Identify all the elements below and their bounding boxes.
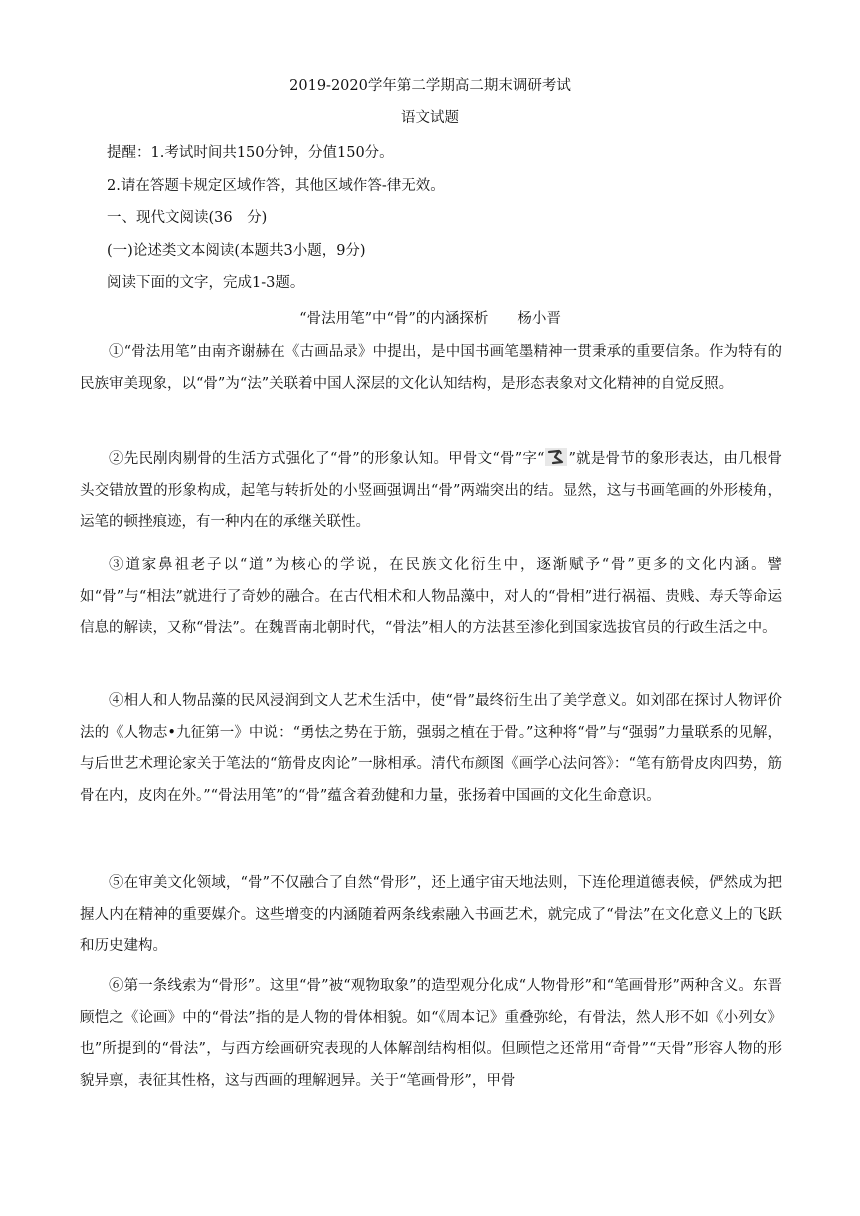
paragraph-2-part-2: ”就是骨节的象形表达，由几根骨头交错放置的形象构成，起笔与转折处的小竖画强调出“骨”两端突出的结。显然，这与书画笔画的外形棱角，运笔的顿挫痕迹，有一种内在的承继关联性。 [80, 451, 782, 530]
paragraph-2 [80, 444, 782, 539]
article-title: “骨法用笔”中“骨”的内涵探析 杨小晋 [299, 311, 561, 327]
exam-subtitle: 语文试题 [401, 110, 459, 126]
note-time: 提醒：1.考试时间共150分钟，分值150分。 [107, 145, 394, 161]
note-answer-area: 2.请在答题卡规定区域作答，其他区域作答-律无效。 [107, 178, 445, 194]
oracle-bone-glyph-icon [545, 448, 567, 466]
sub-section-heading: (一)论述类文本阅读(本题共3小题，9分) [107, 243, 366, 259]
reading-instruction: 阅读下面的文字，完成1-3题。 [107, 275, 305, 291]
paragraph-6: ⑥第一条线索为“骨形”。这里“骨”被“观物取象”的造型观分化成“人物骨形”和“笔画骨形”两种含义。东晋顾恺之《论画》中的“骨法”指的是人物的骨体相貌。如“《周本记》重叠弥纶，有骨法，然人形不如《小列女》也”所提到的“骨法”，与西方绘画研究表现的人体解剖结构相似。但顾恺之还常用“奇骨”“天骨”形容人物的形貌异禀，表征其性格，这与西画的理解迥异。关于“笔画骨形”，甲骨 [80, 978, 782, 1089]
paragraph-5: ⑤在审美文化领域，“骨”不仅融合了自然“骨形”，还上通宇宙天地法则，下连伦理道德表候，俨然成为把握人内在精神的重要媒介。这些增变的内涵随着两条线索融入书画艺术，就完成了“骨法”在文化意义上的飞跃和历史建构。 [80, 875, 782, 954]
exam-title: 2019-2020学年第二学期高二期末调研考试 [289, 78, 571, 94]
paragraph-2-part-1: ②先民剐肉剔骨的生活方式强化了“骨”的形象认知。甲骨文“骨”字“ [109, 451, 545, 467]
paragraph-3: ③道家鼻祖老子以“道”为核心的学说，在民族文化衍生中，逐渐赋予“骨”更多的文化内涵。譬如“骨”与“相法”就进行了奇妙的融合。在古代相术和人物品藻中，对人的“骨相”进行祸福、贵贱、寿夭等命运信息的解读，又称“骨法”。在魏晋南北朝时代，“骨法”相人的方法甚至渗化到国家选拔官员的行政生活之中。 [80, 557, 782, 636]
paragraph-4: ④相人和人物品藻的民风浸润到文人艺术生活中，使“骨”最终衍生出了美学意义。如刘邵在探讨人物评价法的《人物志•九征第一》中说：“勇怯之势在于筋，强弱之植在于骨。”这种将“骨”与“强弱”力量联系的见解，与后世艺术理论家关于笔法的“筋骨皮肉论”一脉相承。清代布颜图《画学心法问答》：“笔有筋骨皮肉四势，筋骨在内，皮肉在外。”“骨法用笔”的“骨”蕴含着劲健和力量，张扬着中国画的文化生命意识。 [80, 693, 782, 804]
paragraph-1: ①“骨法用笔”由南齐谢赫在《古画品录》中提出，是中国书画笔墨精神一贯秉承的重要信条。作为特有的民族审美现象，以“骨”为“法”关联着中国人深层的文化认知结构，是形态表象对文化精神的自觉反照。 [80, 344, 782, 392]
section-heading: 一、现代文阅读(36 分) [107, 210, 268, 226]
